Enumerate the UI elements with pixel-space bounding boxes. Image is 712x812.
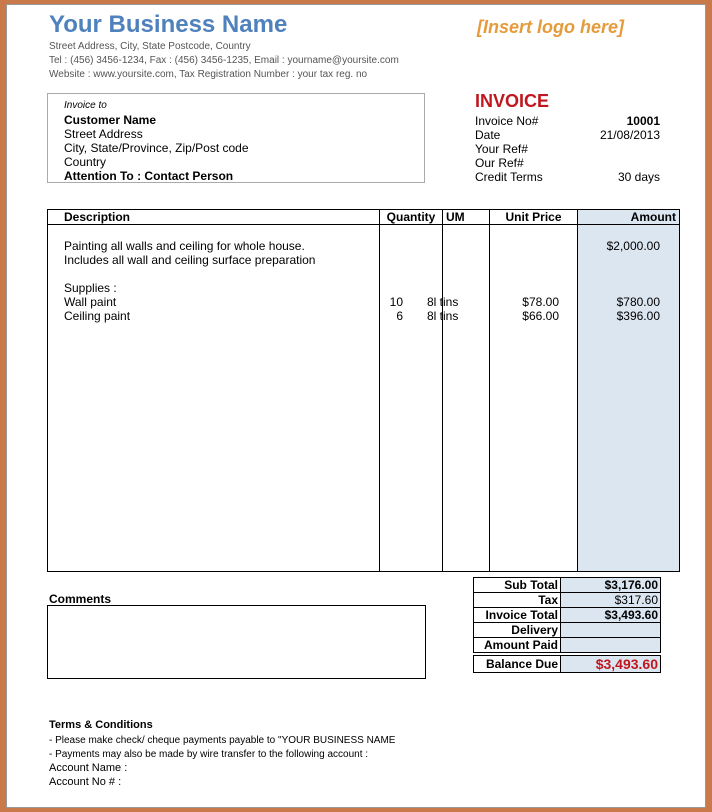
logo-placeholder: [Insert logo here]: [477, 17, 625, 37]
table-body-row: [48, 225, 680, 572]
amount-paid-value: [561, 638, 661, 653]
line-item-um: 8l tins: [427, 295, 459, 309]
comments-box[interactable]: [47, 605, 426, 679]
invoice-total-label: Invoice Total: [474, 608, 561, 623]
delivery-row: [474, 623, 661, 638]
invoice-total-row: [474, 608, 661, 623]
header-description: Description: [48, 210, 380, 225]
date-label: Date: [475, 128, 501, 142]
line-item-desc: Painting all walls and ceiling for whole house.: [64, 239, 305, 253]
line-item-desc: Supplies :: [64, 281, 117, 295]
header-quantity: Quantity: [380, 210, 443, 225]
subtotal-value: $3,176.00: [561, 578, 661, 593]
invoice-to-label: Invoice to: [64, 100, 107, 111]
header-um: UM: [443, 210, 490, 225]
line-item-um: 8l tins: [427, 309, 459, 323]
line-item-qty: 10: [389, 295, 403, 309]
balance-due-row: [474, 656, 661, 673]
line-item-price: $66.00: [522, 309, 559, 323]
customer-box: [47, 93, 425, 183]
invoice-total-value: $3,493.60: [561, 608, 661, 623]
business-contact: Tel : (456) 3456-1234, Fax : (456) 3456-1235, Email : yourname@yoursite.com: [49, 55, 399, 66]
terms-line: - Please make check/ cheque payments payable to "YOUR BUSINESS NAME: [49, 735, 396, 746]
amount-paid-row: [474, 638, 661, 653]
totals-table: [473, 577, 661, 673]
business-name: Your Business Name: [49, 11, 288, 38]
invoice-title: INVOICE: [475, 91, 550, 111]
table-header-row: [48, 210, 680, 225]
business-website: Website : www.yoursite.com, Tax Registration Number : your tax reg. no: [49, 69, 368, 80]
date-value: 21/08/2013: [599, 128, 660, 142]
customer-country: Country: [64, 155, 107, 169]
line-item-qty: 6: [396, 309, 403, 323]
account-name-line: Account Name :: [49, 762, 128, 774]
our-ref-label: Our Ref#: [475, 156, 524, 170]
customer-street: Street Address: [64, 127, 143, 141]
terms-line: - Payments may also be made by wire transfer to the following account :: [49, 749, 369, 760]
balance-due-label: Balance Due: [474, 656, 561, 673]
subtotal-row: [474, 578, 661, 593]
credit-terms-value: 30 days: [617, 170, 660, 184]
invoice-no-label: Invoice No#: [475, 114, 539, 128]
line-item-desc: Includes all wall and ceiling surface preparation: [64, 253, 316, 267]
line-item-desc: Ceiling paint: [64, 309, 131, 323]
line-item-amount: $780.00: [616, 295, 660, 309]
delivery-label: Delivery: [474, 623, 561, 638]
account-no-line: Account No # :: [49, 776, 122, 788]
invoice-sheet: [6, 4, 706, 808]
balance-due-value: $3,493.60: [561, 656, 661, 673]
business-address: Street Address, City, State Postcode, Country: [49, 41, 251, 52]
tax-row: [474, 593, 661, 608]
tax-value: $317.60: [561, 593, 661, 608]
customer-name: Customer Name: [64, 113, 157, 127]
invoice-no-value: 10001: [626, 114, 660, 128]
header-unit-price: Unit Price: [490, 210, 578, 225]
line-item-desc: Wall paint: [64, 295, 117, 309]
credit-terms-label: Credit Terms: [475, 170, 543, 184]
line-item-amount: $396.00: [616, 309, 660, 323]
tax-label: Tax: [474, 593, 561, 608]
terms-title: Terms & Conditions: [49, 719, 153, 731]
subtotal-label: Sub Total: [474, 578, 561, 593]
line-item-price: $78.00: [522, 295, 559, 309]
header-amount: Amount: [578, 210, 680, 225]
line-item-amount: $2,000.00: [606, 239, 660, 253]
your-ref-label: Your Ref#: [475, 142, 528, 156]
comments-label: Comments: [49, 592, 112, 606]
customer-attention: Attention To : Contact Person: [64, 169, 234, 183]
customer-city: City, State/Province, Zip/Post code: [64, 141, 249, 155]
delivery-value: [561, 623, 661, 638]
amount-paid-label: Amount Paid: [474, 638, 561, 653]
